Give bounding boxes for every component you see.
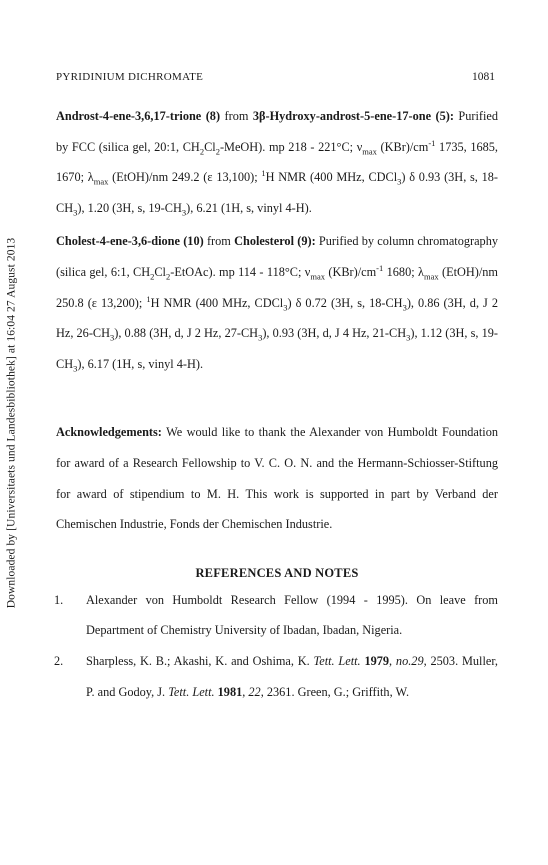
superscript: -1: [428, 137, 436, 148]
citation-pages: , 2361. Green, G.; Griffith, W.: [260, 684, 410, 699]
product-10: Cholest-4-ene-3,6-dione (10): [56, 234, 204, 249]
subscript: 3: [397, 176, 402, 187]
text-run: Cl: [154, 264, 166, 279]
text-run: ), 6.21 (1H, s, vinyl 4-H).: [186, 200, 312, 215]
text-run: ), 0.88 (3H, d, J 2 Hz, 27-CH: [114, 326, 259, 341]
compound-8-paragraph: [56, 101, 498, 223]
product-8: Androst-4-ene-3,6,17-trione (8): [56, 109, 221, 123]
text-run: Purified by column chromatography (silica gel, 6:1, CH: [56, 234, 499, 279]
acknowledgements-paragraph: [56, 417, 498, 539]
subscript: 3: [283, 302, 288, 313]
text-run: (EtOH)/nm 249.2 (ε 13,100);: [108, 170, 262, 185]
subscript: max: [310, 271, 325, 282]
subscript: max: [362, 146, 377, 157]
reference-text: Alexander von Humboldt Research Fellow (1994 - 1995). On leave from Department of Chemistry University of Ibadan, Ibadan, Nigeria.: [86, 592, 498, 638]
starting-material-9: Cholesterol (9):: [234, 234, 316, 249]
text-run: (KBr)/cm: [380, 139, 429, 154]
text-run: -MeOH). mp 218 - 221°C; ν: [219, 139, 363, 154]
subscript: 2: [215, 146, 220, 157]
from-word: from: [224, 109, 249, 123]
text-run: (EtOH)/nm 250.8 (ε 13,200);: [56, 264, 498, 310]
text-run: ) δ 0.72 (3H, s, 18-CH: [287, 295, 403, 310]
download-note: Downloaded by [Universitaets und Landesbibliothek] at 16:04 27 August 2013: [5, 237, 17, 608]
subscript: max: [93, 176, 109, 187]
citation-volume: 22: [248, 684, 261, 699]
from-word: from: [206, 234, 231, 249]
journal-name: Tett. Lett.: [168, 684, 215, 699]
starting-material-5: 3β-Hydroxy-androst-5-ene-17-one (5):: [252, 109, 454, 123]
references-heading: REFERENCES AND NOTES: [195, 565, 359, 580]
subscript: 3: [402, 302, 407, 313]
text-run: 1680; λ: [383, 264, 424, 279]
download-watermark: [2, 200, 20, 645]
acknowledgements-label: Acknowledgements:: [56, 425, 162, 440]
superscript: 1: [261, 168, 266, 179]
text-run: ) δ 0.93 (3H, s, 18-CH: [56, 170, 499, 215]
subscript: 3: [181, 207, 187, 218]
citation-year: 1979: [364, 653, 390, 668]
subscript: 3: [406, 332, 411, 343]
acknowledgements-text: We would like to thank the Alexander von Humboldt Foundation for award of a Research Fellowship to V. C. O. N. and the Hermann-Schiosser-Stiftung for award of stipendium to M. H. This work is supported in part by Verband der Chemischen Industrie, Fonds der Chemischen Industrie.: [56, 425, 498, 532]
text-run: ), 1.20 (3H, s, 19-CH: [77, 200, 182, 215]
text-run: Cl: [204, 139, 216, 154]
reference-text: Sharpless, K. B.; Akashi, K. and Oshima, K. Tett. Lett. 1979, no.29, 2503. Muller, P. and Godoy, J. Tett. Lett. 1981, 22, 2361. Green, G.; Griffith, W.: [86, 653, 498, 699]
text-run: ), 1.12 (3H, s, 19-CH: [56, 326, 498, 371]
citation-year: 1981: [217, 684, 243, 699]
subscript: max: [423, 271, 439, 282]
text-run: ), 0.86 (3H, d, J 2 Hz, 26-CH: [56, 295, 499, 341]
text-run: H NMR (400 MHz, CDCl: [265, 170, 398, 185]
page-body: [56, 101, 498, 707]
superscript: 1: [146, 293, 151, 304]
citation-volume: no.29: [395, 653, 424, 668]
subscript: 3: [110, 332, 115, 343]
superscript: -1: [376, 262, 384, 273]
text-run: (KBr)/cm: [328, 264, 377, 279]
section-gap: [56, 379, 498, 417]
citation-authors: Sharpless, K. B.; Akashi, K. and Oshima, K.: [86, 653, 314, 668]
reference-2: [56, 646, 498, 707]
subscript: 3: [73, 207, 78, 218]
text-run: ), 0.93 (3H, d, J 4 Hz, 21-CH: [262, 326, 407, 341]
running-title: PYRIDINIUM DICHROMATE: [56, 71, 204, 83]
journal-name: Tett. Lett.: [313, 653, 361, 668]
subscript: 2: [199, 146, 205, 157]
text-run: ), 6.17 (1H, s, vinyl 4-H).: [77, 356, 204, 371]
citation-pages: , 2503. Muller, P. and Godoy, J.: [86, 653, 498, 699]
text-run: H NMR (400 MHz, CDCl: [150, 295, 284, 310]
text-run: Purified by FCC (silica gel, 20:1, CH: [56, 109, 498, 154]
running-header: [56, 71, 495, 85]
page-number: 1081: [472, 71, 495, 83]
subscript: 3: [258, 332, 263, 343]
subscript: 2: [165, 271, 171, 282]
text-run: -EtOAc). mp 114 - 118°C; ν: [170, 264, 311, 279]
reference-number: 2.: [54, 653, 64, 668]
compound-10-paragraph: [56, 226, 498, 379]
subscript: 2: [150, 271, 155, 282]
reference-number: 1.: [54, 592, 64, 607]
reference-1: [56, 585, 498, 646]
subscript: 3: [73, 363, 78, 374]
text-run: 1735, 1685, 1670; λ: [56, 139, 498, 185]
